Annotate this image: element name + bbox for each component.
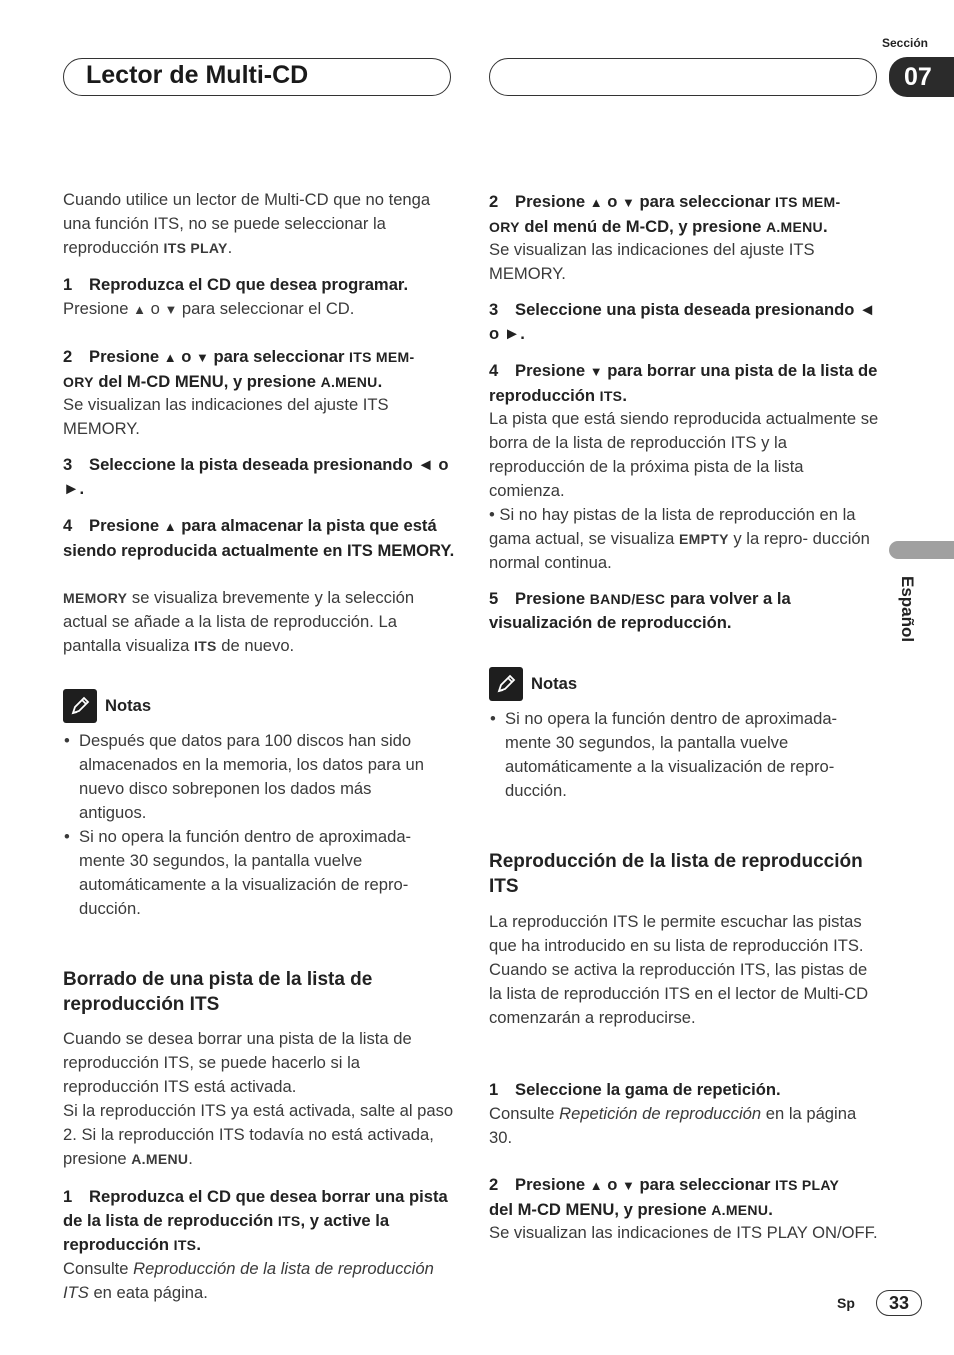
delete-step-3-title: 3 Seleccione una pista deseada presionando ◄ o ►. [489,300,876,343]
list-item: • Después que datos para 100 discos han sido almacenados en la memoria, los datos para un nuevo disco sobreponen los dados más antiguos. [63,729,443,825]
section-heading-its-play: Reproducción de la lista de reproducción ITS [489,851,863,897]
language-tab-bar [889,541,954,559]
up-arrow-icon: ▲ [589,1178,603,1193]
up-arrow-icon: ▲ [163,519,177,534]
play-step-2-body: Se visualizan las indicaciones de ITS PLAY ON/OFF. [489,1223,878,1242]
right-arrow-icon: ► [63,479,80,498]
delete-paragraph-2: Si la reproducción ITS ya está activada, salte al paso 2. Si la reproducción ITS todavía no está activada, presione A.MENU. [63,1101,454,1168]
play-step-2-title: 2 Presione ▲ o ▼ para seleccionar ITS PLAY del M-CD MENU, y presione A.MENU. [489,1175,840,1219]
down-arrow-icon: ▼ [621,195,635,210]
header-blank-frame [489,58,877,96]
down-arrow-icon: ▼ [195,350,209,365]
page-number: 33 [876,1290,922,1316]
its-play-paragraph: La reproducción ITS le permite escuchar las pistas que ha introducido en su lista de reproducción ITS. Cuando se activa la reproducción ITS, las pistas de la lista de reproducción ITS en el lector de Multi-CD comenzarán a reproducirse. [489,912,869,1027]
step-1-body: Presione ▲ o ▼ para seleccionar el CD. [63,299,355,318]
left-arrow-icon: ◄ [417,455,434,474]
up-arrow-icon: ▲ [133,302,146,317]
down-arrow-icon: ▼ [589,364,603,379]
step-4-title: 4 Presione ▲ para almacenar la pista que está siendo reproducida actualmente en ITS MEMORY. [63,516,455,560]
step-1-title: 1 Reproduzca el CD que desea programar. [63,275,409,294]
play-step-1-title: 1 Seleccione la gama de repetición. [489,1080,781,1099]
pencil-note-icon [63,689,97,723]
notes-heading: Notas [489,667,577,701]
delete-step-2-body: Se visualizan las indicaciones del ajuste ITS MEMORY. [489,240,815,283]
delete-step-2-title: 2 Presione ▲ o ▼ para seleccionar ITS MEM- ORY del menú de M-CD, y presione A.MENU. [489,192,841,236]
left-arrow-icon: ◄ [858,300,876,319]
delete-step-5-title: 5 Presione BAND/ESC para volver a la visualización de reproducción. [489,589,791,632]
notes-list [63,729,443,921]
step-2-body: Se visualizan las indicaciones del ajuste ITS MEMORY. [63,395,389,438]
section-number-tab: 07 [889,57,954,97]
step-3-title: 3 Seleccione la pista deseada presionando ◄ o ►. [63,455,449,498]
step-2-title: 2 Presione ▲ o ▼ para seleccionar ITS MEM- ORY del M-CD MENU, y presione A.MENU. [63,347,415,391]
section-heading-delete: Borrado de una pista de la lista de reproducción ITS [63,969,373,1015]
pencil-note-icon [489,667,523,701]
language-code: Sp [837,1295,855,1311]
section-label: Sección [881,36,928,50]
notes-heading: Notas [63,689,151,723]
delete-step-1-title: 1 Reproduzca el CD que desea borrar una pista de la lista de reproducción ITS, y active la reproducción ITS. [63,1187,448,1254]
delete-step-1-body: Consulte Reproducción de la lista de reproducción ITS en eata página. [63,1259,434,1302]
up-arrow-icon: ▲ [163,350,177,365]
play-step-1-body: Consulte Repetición de reproducción en la página 30. [489,1104,857,1147]
language-label: Español [898,576,917,643]
down-arrow-icon: ▼ [164,302,178,317]
step-4-body: MEMORY se visualiza brevemente y la selección actual se añade a la lista de reproducción. La pantalla visualiza ITS de nuevo. [63,588,415,655]
down-arrow-icon: ▼ [621,1178,635,1193]
delete-step-4-body: La pista que está siendo reproducida actualmente se borra de la lista de reproducción ITS y la reproducción de la próxima pista de la lista comienza. [489,409,879,500]
notes-list [489,707,869,803]
up-arrow-icon: ▲ [589,195,603,210]
list-item: • Si no opera la función dentro de aproximada- mente 30 segundos, la pantalla vuelve automáticamente a la visualización de repro- ducción. [63,825,443,921]
delete-step-4-bullet: • Si no hay pistas de la lista de reproducción en la gama actual, se visualiza EMPTY y la repro- ducción normal continua. [489,505,870,572]
delete-step-4-title: 4 Presione ▼ para borrar una pista de la lista de reproducción ITS. [489,361,878,405]
delete-paragraph-1: Cuando se desea borrar una pista de la lista de reproducción ITS, se puede hacerlo si la reproducción ITS está activada. [63,1029,412,1096]
right-arrow-icon: ► [503,324,521,343]
list-item: • Si no opera la función dentro de aproximada- mente 30 segundos, la pantalla vuelve automáticamente a la visualización de repro- ducción. [489,707,869,803]
intro-paragraph: Cuando utilice un lector de Multi-CD que no tenga una función ITS, no se puede seleccionar la reproducción ITS PLAY. [63,190,431,257]
page-title: Lector de Multi-CD [86,61,309,89]
